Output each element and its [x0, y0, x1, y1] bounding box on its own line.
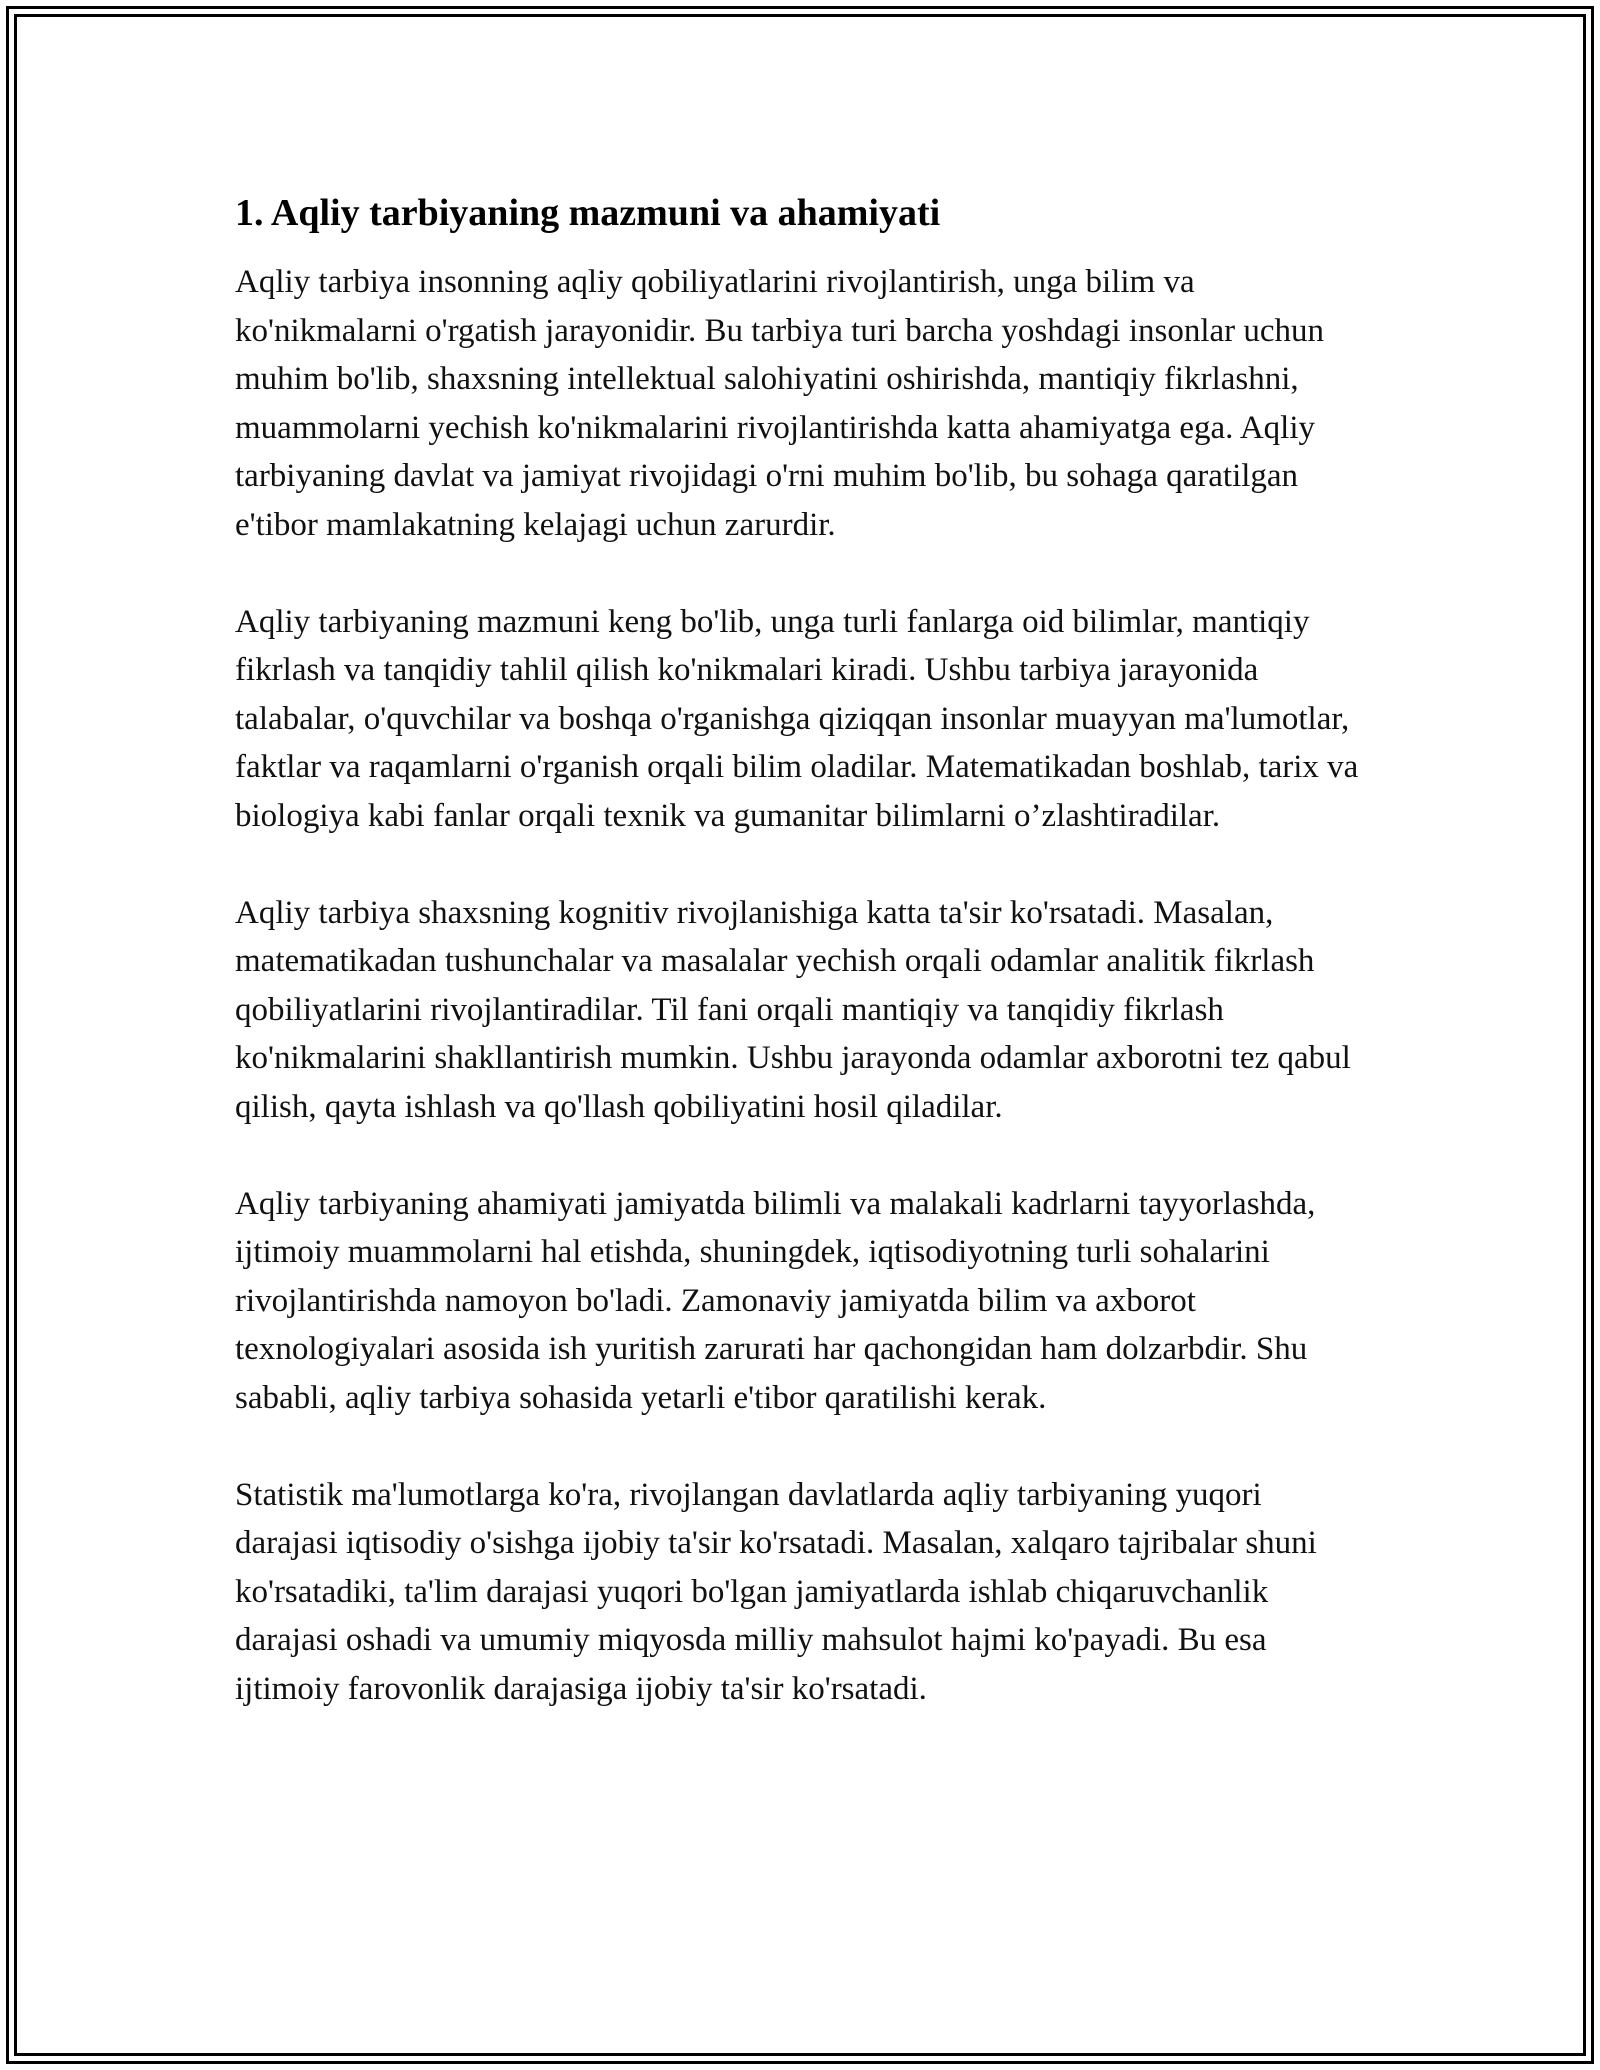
- section-heading: 1. Aqliy tarbiyaning mazmuni va ahamiyati: [235, 192, 941, 234]
- paragraph-3: Aqliy tarbiya shaxsning kognitiv rivojlanishiga katta ta'sir ko'rsatadi. Masalan, matematikadan tushunchalar va masalalar yechish orqali odamlar analitik fikrlash qobiliyatlarini rivojlantiradilar. Til fani orqali mantiqiy va tanqidiy fikrlash ko'nikmalarini shakllantirish mumkin. Ushbu jarayonda odamlar axborotni tez qabul qilish, qayta ishlash va qo'llash qobiliyatini hosil qiladilar.: [235, 894, 1351, 1125]
- document-body: [235, 188, 1370, 1713]
- paragraph-4: Aqliy tarbiyaning ahamiyati jamiyatda bilimli va malakali kadrlarni tayyorlashda, ijtimoiy muammolarni hal etishda, shuningdek, iqtisodiyotning turli sohalarini rivojlantirishda namoyon bo'ladi. Zamonaviy jamiyatda bilim va axborot texnologiyalari asosida ish yuritish zarurati har qachongidan ham dolzarbdir. Shu sababli, aqliy tarbiya sohasida yetarli e'tibor qaratilishi kerak.: [235, 1185, 1316, 1416]
- paragraph-2: Aqliy tarbiyaning mazmuni keng bo'lib, unga turli fanlarga oid bilimlar, mantiqiy fikrlash va tanqidiy tahlil qilish ko'nikmalari kiradi. Ushbu tarbiya jarayonida talabalar, o'quvchilar va boshqa o'rganishga qiziqqan insonlar muayyan ma'lumotlar, faktlar va raqamlarni o'rganish orqali bilim oladilar. Matematikadan boshlab, tarix va biologiya kabi fanlar orqali texnik va gumanitar bilimlarni o’zlashtiradilar.: [235, 603, 1359, 834]
- paragraph-5: Statistik ma'lumotlarga ko'ra, rivojlangan davlatlarda aqliy tarbiyaning yuqori darajasi iqtisodiy o'sishga ijobiy ta'sir ko'rsatadi. Masalan, xalqaro tajribalar shuni ko'rsatadiki, ta'lim darajasi yuqori bo'lgan jamiyatlarda ishlab chiqaruvchanlik darajasi oshadi va umumiy miqyosda milliy mahsulot hajmi ko'payadi. Bu esa ijtimoiy farovonlik darajasiga ijobiy ta'sir ko'rsatadi.: [235, 1476, 1317, 1707]
- paragraph-1: Aqliy tarbiya insonning aqliy qobiliyatlarini rivojlantirish, unga bilim va ko'nikmalarni o'rgatish jarayonidir. Bu tarbiya turi barcha yoshdagi insonlar uchun muhim bo'lib, shaxsning intellektual salohiyatini oshirishda, mantiqiy fikrlashni, muammolarni yechish ko'nikmalarini rivojlantirishda katta ahamiyatga ega. Aqliy tarbiyaning davlat va jamiyat rivojidagi o'rni muhim bo'lib, bu sohaga qaratilgan e'tibor mamlakatning kelajagi uchun zarurdir.: [235, 264, 1325, 543]
